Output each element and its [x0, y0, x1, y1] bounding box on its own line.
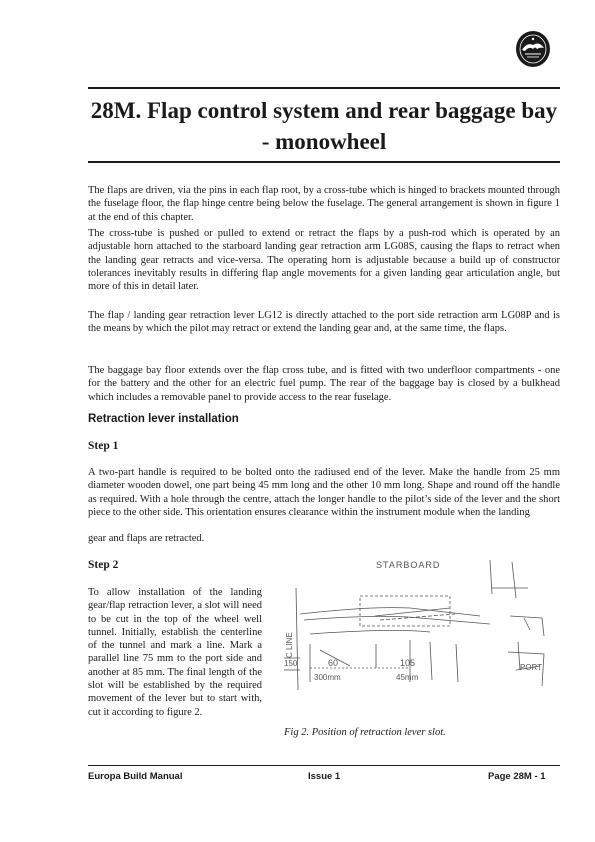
figure-label-port: PORT [520, 663, 543, 672]
figure-label-45mm: 45mm [396, 673, 419, 682]
club-logo-icon [515, 30, 551, 68]
step2-paragraph: To allow installation of the landing gear/flap retraction lever, a slot will need to be cut in the top of the wheel well tunnel. Initially, establish the centerline of the tunnel and mark a line. Mark a parallel line 75 mm to the port side and another at 85 mm. The final length of the slot will be established by the required movement of the lever but to start with, cut it according to figure 2. [88, 587, 262, 718]
intro-paragraph-1: The flaps are driven, via the pins in each flap root, by a cross-tube which is hinged to brackets mounted through the fuselage floor, the flap hinge centre being below the fuselage. The general arrangement is shown in figure 1 at the end of this chapter. [88, 185, 560, 223]
intro-paragraph-2: The cross-tube is pushed or pulled to extend or retract the flaps by a push-rod which is operated by an adjustable horn attached to the starboard landing gear retraction arm LG08S, causing the flaps to retract when the landing gear retracts and vice-versa. The operating horn is adjustable because a build up of constructor tolerances inevitably results in differing flap angle movements for a given landing gear articulation angle, but more of this in detail later. [88, 228, 560, 293]
figure-label-150: 150 [284, 659, 298, 668]
step1-paragraph-end: gear and flaps are retracted. [88, 533, 205, 544]
step1-heading: Step 1 [88, 440, 119, 452]
step1-paragraph: A two-part handle is required to be bolted onto the radiused end of the lever. Make the handle from 25 mm diameter wooden dowel, one part being 45 mm long and the other 10 mm long. Shape and round off the handle as required. With a hole through the centre, attach the longer handle to the pilot’s side of the lever and the short piece to the other side. This orientation ensures clearance within the instrument module when the landing [88, 467, 560, 518]
step2-heading: Step 2 [88, 559, 119, 571]
footer-rule [88, 765, 560, 766]
figure-label-starboard: STARBOARD [376, 560, 441, 570]
figure-caption: Fig 2. Position of retraction lever slot. [284, 727, 446, 738]
figure-label-c-line: C LINE [285, 632, 294, 658]
page-title: 28M. Flap control system and rear baggage bay - monowheel [90, 98, 558, 154]
title-rule-top [88, 87, 560, 89]
figure-label-60: 60 [328, 658, 339, 668]
figure-2-diagram [280, 558, 560, 726]
intro-paragraph-3: The flap / landing gear retraction lever LG12 is directly attached to the port side retraction arm LG08P and is the means by which the pilot may retract or extend the landing gear and, at the same time, the flaps. [88, 310, 560, 335]
footer-left: Europa Build Manual [88, 771, 183, 782]
title-rule-bottom [88, 161, 560, 163]
footer-right: Page 28M - 1 [488, 771, 546, 782]
figure-label-300mm: 300mm [314, 673, 341, 682]
footer-center: Issue 1 [308, 771, 341, 782]
figure-label-105: 105 [400, 658, 416, 668]
intro-paragraph-4: The baggage bay floor extends over the flap cross tube, and is fitted with two underfloor compartments - one for the battery and the other for an electric fuel pump. The rear of the baggage bay is closed by a bulkhead which includes a removable panel to provide access to the rear fuselage. [88, 365, 560, 403]
section-heading: Retraction lever installation [88, 413, 239, 425]
